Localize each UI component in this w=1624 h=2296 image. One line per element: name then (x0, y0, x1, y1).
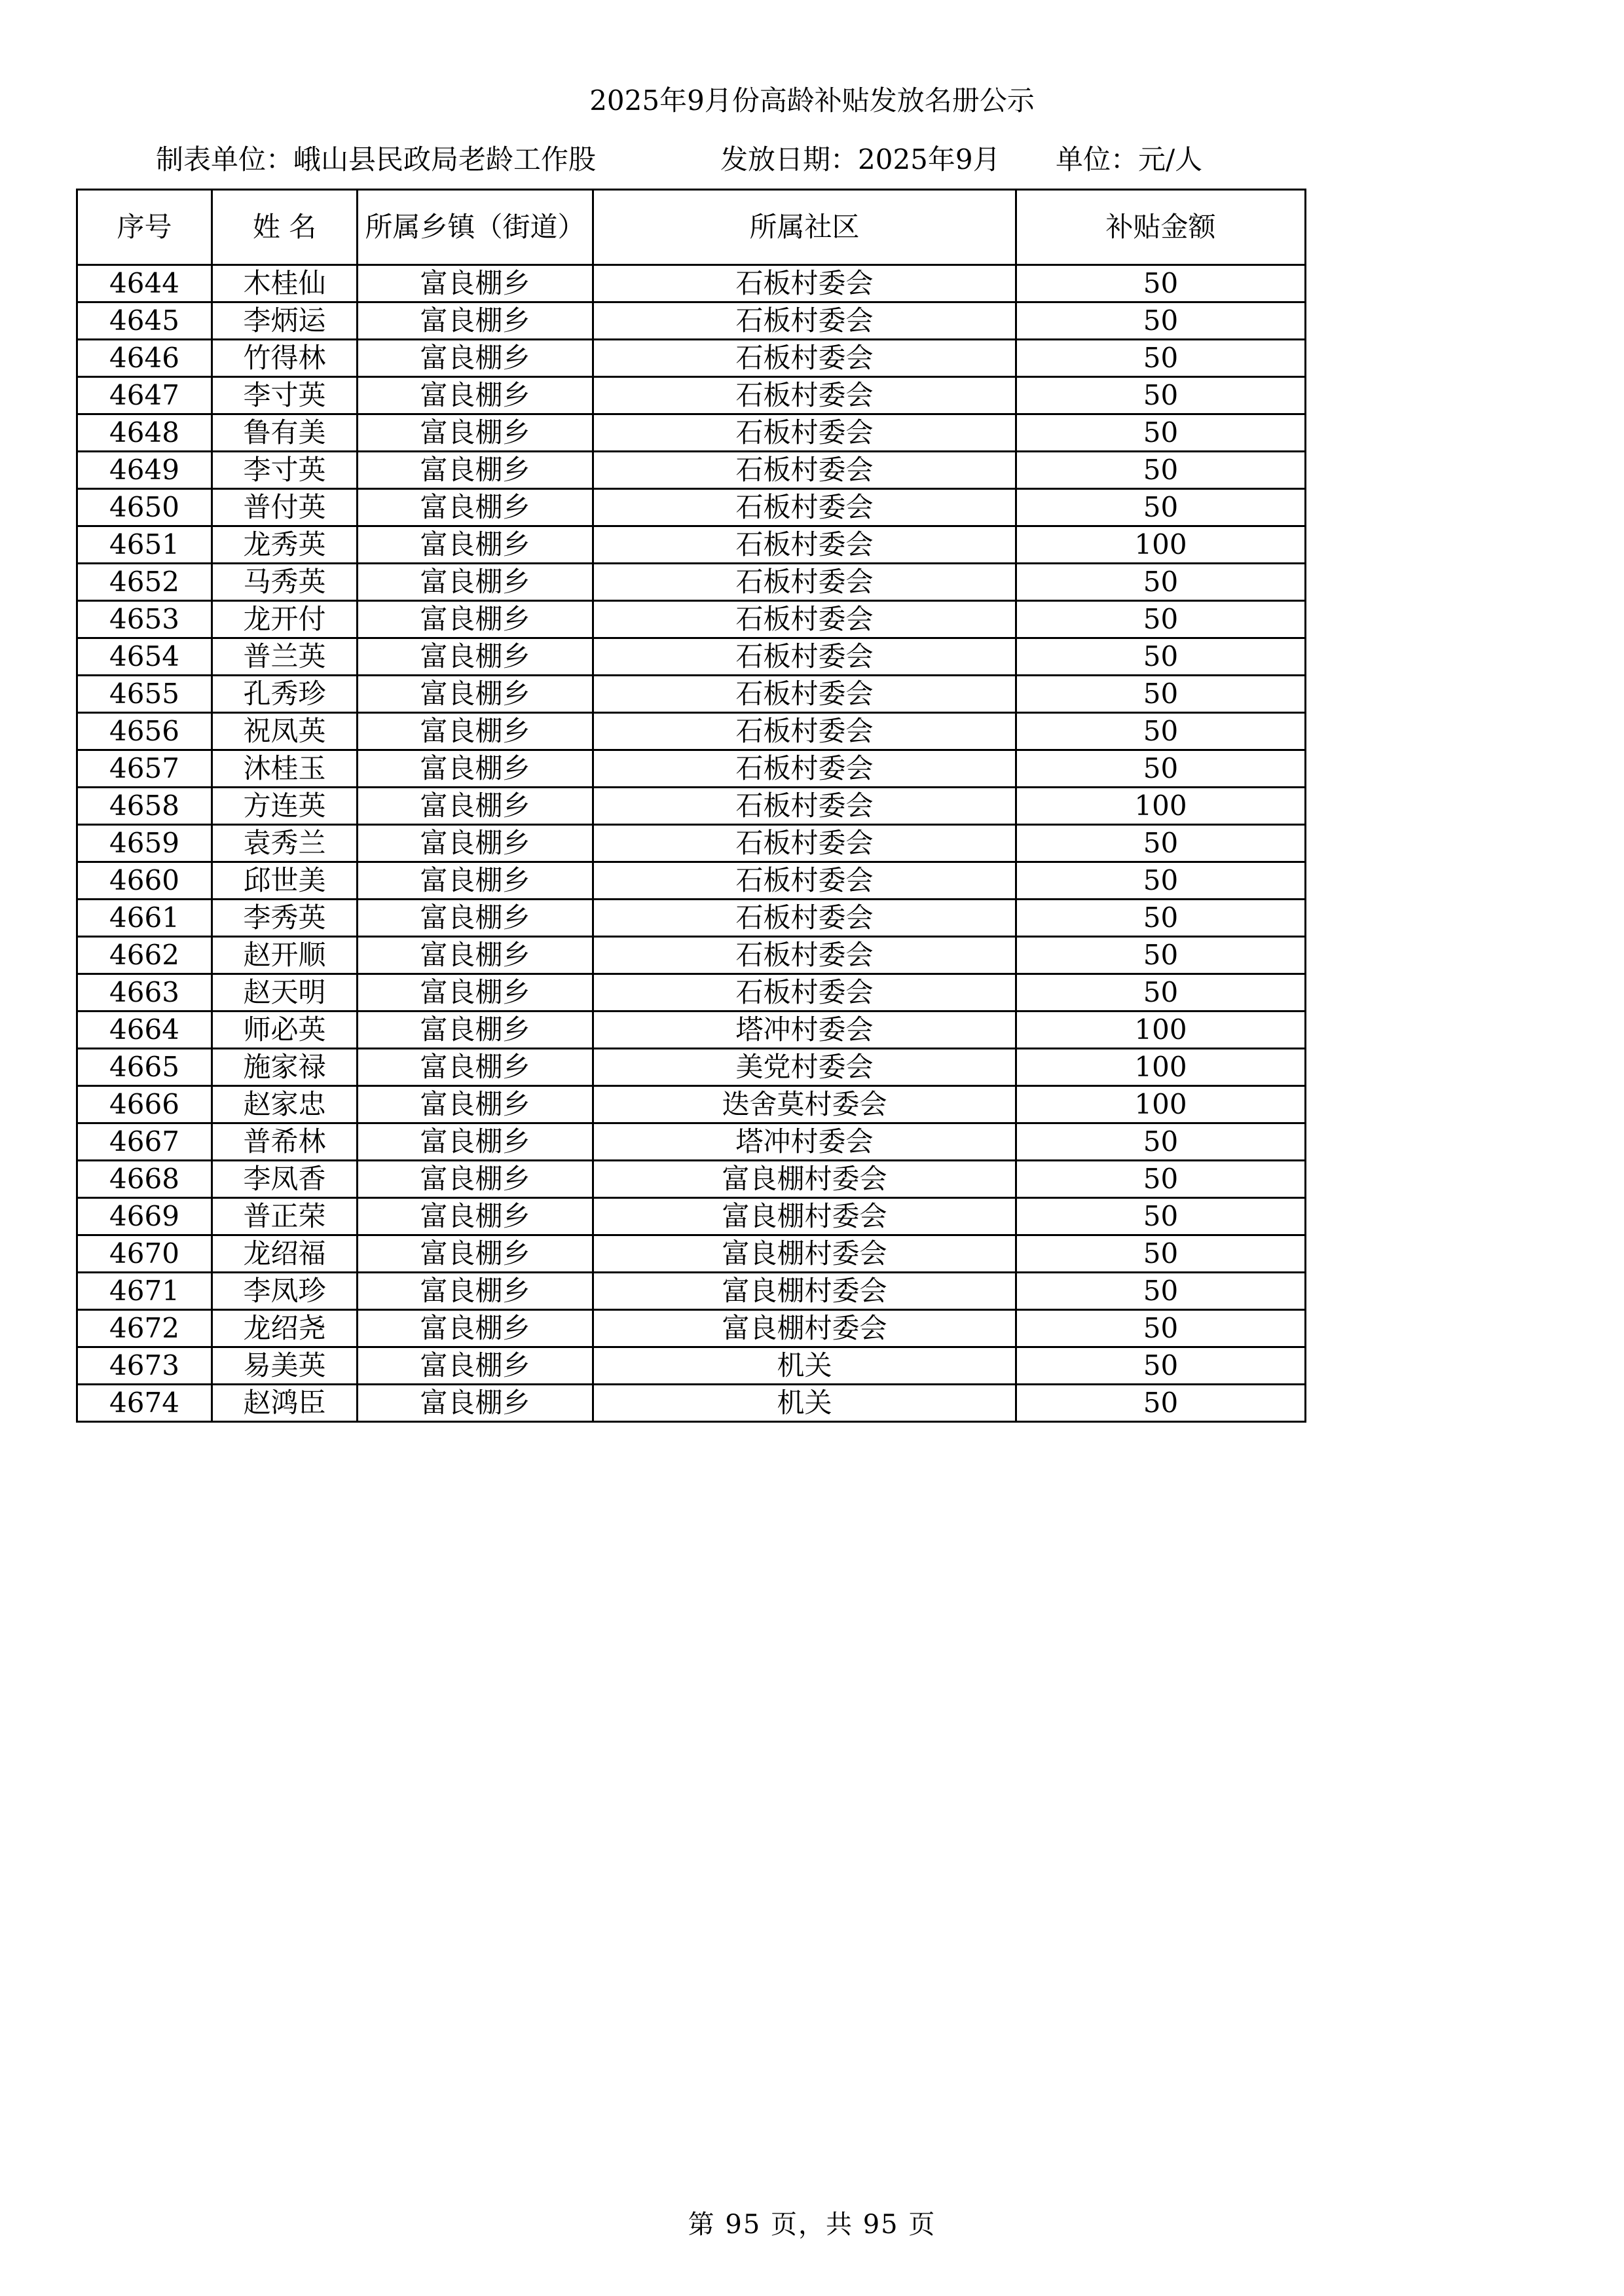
cell-community: 石板村委会 (593, 638, 1016, 676)
cell-amount: 50 (1016, 1273, 1306, 1310)
cell-community: 石板村委会 (593, 377, 1016, 414)
cell-num: 4661 (77, 900, 212, 937)
cell-num: 4663 (77, 974, 212, 1011)
cell-community: 迭舍莫村委会 (593, 1086, 1016, 1123)
cell-town: 富良棚乡 (358, 1049, 593, 1086)
currency-unit: 单位：元/人 (1056, 143, 1203, 175)
cell-amount: 50 (1016, 900, 1306, 937)
cell-town: 富良棚乡 (358, 638, 593, 676)
cell-name: 普正荣 (212, 1198, 358, 1235)
cell-amount: 50 (1016, 1310, 1306, 1347)
header-num: 序号 (77, 190, 212, 265)
cell-town: 富良棚乡 (358, 1123, 593, 1161)
cell-num: 4646 (77, 340, 212, 377)
cell-name: 马秀英 (212, 564, 358, 601)
cell-amount: 50 (1016, 414, 1306, 452)
cell-name: 普兰英 (212, 638, 358, 676)
cell-num: 4660 (77, 862, 212, 900)
table-body (77, 265, 1306, 1422)
table-row (77, 452, 1306, 489)
cell-amount: 50 (1016, 302, 1306, 340)
table-row (77, 1198, 1306, 1235)
cell-amount: 50 (1016, 1161, 1306, 1198)
cell-num: 4664 (77, 1011, 212, 1049)
cell-town: 富良棚乡 (358, 676, 593, 713)
cell-name: 龙绍尧 (212, 1310, 358, 1347)
issue-date: 发放日期：2025年9月 (720, 143, 1001, 175)
cell-name: 赵天明 (212, 974, 358, 1011)
cell-community: 石板村委会 (593, 750, 1016, 788)
table-row (77, 937, 1306, 974)
cell-num: 4651 (77, 526, 212, 564)
table-row (77, 1235, 1306, 1273)
cell-town: 富良棚乡 (358, 1161, 593, 1198)
table-row (77, 1310, 1306, 1347)
cell-num: 4649 (77, 452, 212, 489)
table-row (77, 414, 1306, 452)
cell-name: 龙秀英 (212, 526, 358, 564)
cell-town: 富良棚乡 (358, 1198, 593, 1235)
cell-town: 富良棚乡 (358, 340, 593, 377)
cell-num: 4645 (77, 302, 212, 340)
cell-amount: 50 (1016, 340, 1306, 377)
table-row (77, 862, 1306, 900)
cell-amount: 50 (1016, 1347, 1306, 1385)
table-row (77, 340, 1306, 377)
cell-num: 4669 (77, 1198, 212, 1235)
cell-name: 竹得林 (212, 340, 358, 377)
cell-num: 4657 (77, 750, 212, 788)
header-amount: 补贴金额 (1016, 190, 1306, 265)
table-row (77, 1123, 1306, 1161)
table-row (77, 1273, 1306, 1310)
cell-num: 4659 (77, 825, 212, 862)
cell-town: 富良棚乡 (358, 750, 593, 788)
cell-name: 普希林 (212, 1123, 358, 1161)
cell-community: 机关 (593, 1347, 1016, 1385)
cell-town: 富良棚乡 (358, 414, 593, 452)
cell-town: 富良棚乡 (358, 1273, 593, 1310)
cell-community: 石板村委会 (593, 414, 1016, 452)
table-row (77, 750, 1306, 788)
cell-amount: 100 (1016, 526, 1306, 564)
cell-name: 赵开顺 (212, 937, 358, 974)
cell-name: 李秀英 (212, 900, 358, 937)
table-row (77, 302, 1306, 340)
cell-amount: 50 (1016, 489, 1306, 526)
cell-amount: 50 (1016, 601, 1306, 638)
cell-num: 4668 (77, 1161, 212, 1198)
cell-num: 4652 (77, 564, 212, 601)
table-row (77, 489, 1306, 526)
cell-num: 4656 (77, 713, 212, 750)
cell-community: 石板村委会 (593, 526, 1016, 564)
cell-community: 富良棚村委会 (593, 1235, 1016, 1273)
cell-num: 4650 (77, 489, 212, 526)
table-row (77, 564, 1306, 601)
header-community: 所属社区 (593, 190, 1016, 265)
table-row (77, 265, 1306, 302)
cell-town: 富良棚乡 (358, 377, 593, 414)
table-row (77, 1086, 1306, 1123)
cell-community: 石板村委会 (593, 564, 1016, 601)
cell-community: 石板村委会 (593, 452, 1016, 489)
cell-town: 富良棚乡 (358, 1347, 593, 1385)
cell-name: 赵鸿臣 (212, 1385, 358, 1422)
cell-num: 4667 (77, 1123, 212, 1161)
cell-town: 富良棚乡 (358, 601, 593, 638)
table-row (77, 825, 1306, 862)
cell-num: 4648 (77, 414, 212, 452)
cell-amount: 50 (1016, 1198, 1306, 1235)
cell-num: 4647 (77, 377, 212, 414)
cell-town: 富良棚乡 (358, 862, 593, 900)
subsidy-roster-table (76, 189, 1306, 1423)
table-row (77, 1385, 1306, 1422)
cell-community: 石板村委会 (593, 974, 1016, 1011)
cell-name: 邱世美 (212, 862, 358, 900)
cell-amount: 50 (1016, 750, 1306, 788)
cell-town: 富良棚乡 (358, 1385, 593, 1422)
cell-community: 石板村委会 (593, 302, 1016, 340)
cell-community: 塔冲村委会 (593, 1123, 1016, 1161)
cell-town: 富良棚乡 (358, 900, 593, 937)
cell-name: 施家禄 (212, 1049, 358, 1086)
cell-community: 石板村委会 (593, 825, 1016, 862)
cell-amount: 50 (1016, 638, 1306, 676)
cell-town: 富良棚乡 (358, 265, 593, 302)
cell-name: 师必英 (212, 1011, 358, 1049)
cell-community: 石板村委会 (593, 489, 1016, 526)
cell-community: 石板村委会 (593, 788, 1016, 825)
cell-community: 石板村委会 (593, 862, 1016, 900)
cell-name: 祝凤英 (212, 713, 358, 750)
table-row (77, 676, 1306, 713)
cell-town: 富良棚乡 (358, 1310, 593, 1347)
page-title: 2025年9月份高龄补贴发放名册公示 (589, 84, 1035, 117)
cell-name: 易美英 (212, 1347, 358, 1385)
cell-amount: 50 (1016, 713, 1306, 750)
cell-community: 石板村委会 (593, 601, 1016, 638)
header-name: 姓 名 (212, 190, 358, 265)
cell-num: 4655 (77, 676, 212, 713)
cell-num: 4653 (77, 601, 212, 638)
cell-name: 李寸英 (212, 452, 358, 489)
cell-amount: 50 (1016, 265, 1306, 302)
table-row (77, 601, 1306, 638)
cell-community: 美党村委会 (593, 1049, 1016, 1086)
table-row (77, 377, 1306, 414)
cell-town: 富良棚乡 (358, 526, 593, 564)
table-row (77, 638, 1306, 676)
cell-community: 机关 (593, 1385, 1016, 1422)
cell-community: 塔冲村委会 (593, 1011, 1016, 1049)
cell-community: 石板村委会 (593, 937, 1016, 974)
table-row (77, 900, 1306, 937)
cell-amount: 100 (1016, 1011, 1306, 1049)
cell-community: 石板村委会 (593, 900, 1016, 937)
cell-num: 4673 (77, 1347, 212, 1385)
cell-num: 4674 (77, 1385, 212, 1422)
cell-amount: 50 (1016, 825, 1306, 862)
cell-amount: 50 (1016, 452, 1306, 489)
cell-amount: 50 (1016, 974, 1306, 1011)
table-row (77, 788, 1306, 825)
cell-name: 李凤香 (212, 1161, 358, 1198)
cell-amount: 50 (1016, 377, 1306, 414)
cell-town: 富良棚乡 (358, 974, 593, 1011)
cell-community: 石板村委会 (593, 265, 1016, 302)
cell-num: 4644 (77, 265, 212, 302)
cell-name: 李凤珍 (212, 1273, 358, 1310)
cell-amount: 50 (1016, 676, 1306, 713)
cell-amount: 50 (1016, 937, 1306, 974)
cell-amount: 50 (1016, 1385, 1306, 1422)
cell-name: 方连英 (212, 788, 358, 825)
cell-community: 富良棚村委会 (593, 1310, 1016, 1347)
cell-community: 富良棚村委会 (593, 1161, 1016, 1198)
cell-town: 富良棚乡 (358, 1011, 593, 1049)
table-row (77, 1161, 1306, 1198)
cell-town: 富良棚乡 (358, 489, 593, 526)
cell-town: 富良棚乡 (358, 937, 593, 974)
cell-town: 富良棚乡 (358, 1086, 593, 1123)
cell-community: 石板村委会 (593, 340, 1016, 377)
cell-name: 龙绍福 (212, 1235, 358, 1273)
cell-name: 鲁有美 (212, 414, 358, 452)
table-row (77, 974, 1306, 1011)
cell-num: 4665 (77, 1049, 212, 1086)
cell-name: 孔秀珍 (212, 676, 358, 713)
cell-name: 袁秀兰 (212, 825, 358, 862)
cell-amount: 50 (1016, 1235, 1306, 1273)
table-header-row (77, 190, 1306, 265)
cell-num: 4662 (77, 937, 212, 974)
table-row (77, 1049, 1306, 1086)
cell-num: 4654 (77, 638, 212, 676)
table-row (77, 1347, 1306, 1385)
cell-community: 石板村委会 (593, 676, 1016, 713)
cell-name: 赵家忠 (212, 1086, 358, 1123)
table-row (77, 526, 1306, 564)
header-town: 所属乡镇（街道） (358, 190, 593, 265)
cell-num: 4666 (77, 1086, 212, 1123)
cell-amount: 100 (1016, 1086, 1306, 1123)
cell-num: 4670 (77, 1235, 212, 1273)
cell-community: 石板村委会 (593, 713, 1016, 750)
cell-num: 4671 (77, 1273, 212, 1310)
cell-amount: 100 (1016, 1049, 1306, 1086)
cell-num: 4672 (77, 1310, 212, 1347)
cell-town: 富良棚乡 (358, 452, 593, 489)
cell-num: 4658 (77, 788, 212, 825)
cell-town: 富良棚乡 (358, 788, 593, 825)
cell-town: 富良棚乡 (358, 564, 593, 601)
page-footer: 第 95 页，共 95 页 (688, 2210, 936, 2240)
cell-name: 沐桂玉 (212, 750, 358, 788)
cell-name: 李寸英 (212, 377, 358, 414)
cell-town: 富良棚乡 (358, 713, 593, 750)
table-row (77, 713, 1306, 750)
cell-community: 富良棚村委会 (593, 1198, 1016, 1235)
table-row (77, 1011, 1306, 1049)
cell-community: 富良棚村委会 (593, 1273, 1016, 1310)
cell-name: 李炳运 (212, 302, 358, 340)
cell-town: 富良棚乡 (358, 1235, 593, 1273)
cell-amount: 50 (1016, 564, 1306, 601)
issuing-unit: 制表单位：峨山县民政局老龄工作股 (156, 143, 597, 175)
cell-amount: 50 (1016, 862, 1306, 900)
cell-town: 富良棚乡 (358, 302, 593, 340)
cell-amount: 100 (1016, 788, 1306, 825)
cell-name: 普付英 (212, 489, 358, 526)
cell-name: 木桂仙 (212, 265, 358, 302)
cell-name: 龙开付 (212, 601, 358, 638)
cell-town: 富良棚乡 (358, 825, 593, 862)
cell-amount: 50 (1016, 1123, 1306, 1161)
